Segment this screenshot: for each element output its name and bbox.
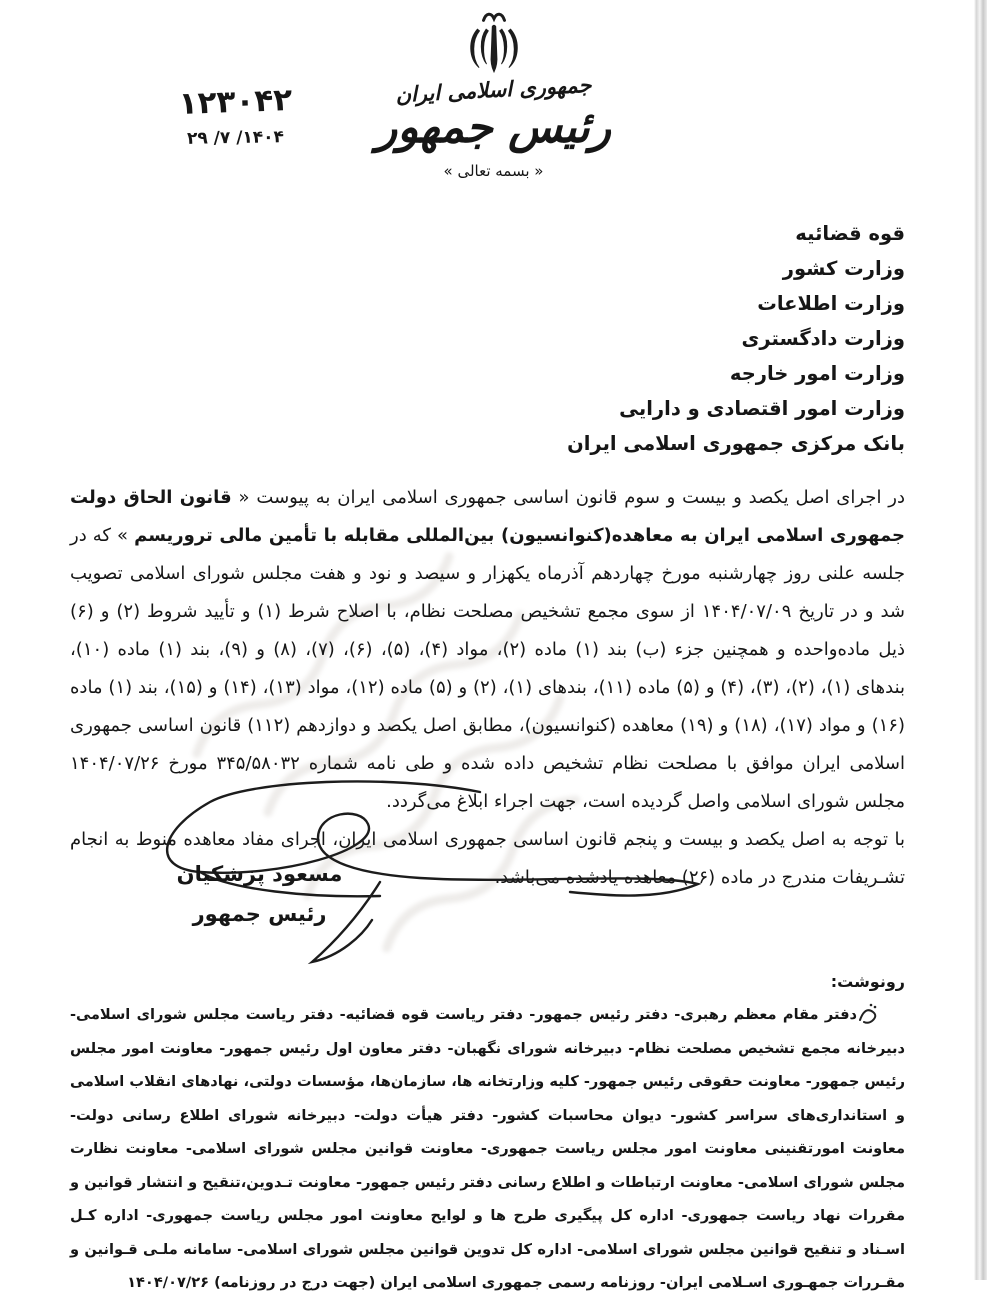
- body-paragraph-1: [70, 479, 905, 821]
- recipient-line: وزارت اطلاعات: [757, 292, 905, 315]
- recipient-line: وزارت امور خارجه: [729, 362, 905, 385]
- body-text-segment: » که در جلسه علنی روز چهارشنبه مورخ چهاردهم آذرماه یکهزار و سیصد و نود و هفت مجلس شورای اسلامی تصویب شد و در تاریخ ۱۴۰۴/۰۷/۰۹ از سوی مجمع تشخیص مصلحت نظام، با اصلاح شرط (۱) و تأیید شروط (۲) و (۶) ذیل ماده‌واحده و همچنین جزء (ب) بند (۱) ماده (۲)، مواد (۴)، (۵)، (۶)، (۷)، (۸) و (۹)، بند (۱) ماده (۱۰)، بندهای (۱)، (۲)، (۳)، (۴) و (۵) ماده (۱۱)، بندهای (۱)، (۲) و (۵) ماده (۱۲)، مواد (۱۳)، (۱۴) و (۱۵)، بند (۱) ماده (۱۶) و مواد (۱۷)، (۱۸) و (۱۹) معاهده (کنوانسیون)، مطابق اصل یکصد و دوازدهم (۱۱۲) قانون اساسی جمهوری اسلامی ایران موافق با مصلحت نظام تشخیص داده شده و طی نامه شماره ۳۴۵/۵۸۰۳۲ مورخ ۱۴۰۴/۰۷/۲۶ مجلس شورای اسلامی واصل گردیده است، جهت اجراء ابلاغ می‌گردد.: [70, 525, 906, 812]
- besmeleh-phrase: « بسمه تعالی »: [443, 162, 544, 180]
- body-text-segment: در اجرای اصل یکصد و بیست و سوم قانون اساسی جمهوری اسلامی ایران به پیوست «: [231, 487, 905, 508]
- iran-emblem-icon: [459, 6, 529, 82]
- signer-title: رئیس جمهور: [192, 902, 327, 926]
- scan-edge-artifact: [974, 0, 987, 1280]
- recipient-line: وزارت دادگستری: [741, 327, 905, 350]
- letterhead-country: جمهوری اسلامی ایران: [394, 72, 593, 108]
- letterhead-office-title: رئیس جمهور: [375, 102, 612, 153]
- letter-date: ۱۴۰۴/ ۷/ ۲۹: [186, 127, 285, 149]
- recipient-line: وزارت امور اقتصادی و دارایی: [619, 397, 905, 420]
- body-paragraph-2: با توجه به اصل یکصد و بیست و پنجم قانون اساسی جمهوری اسلامی ایران، اجرای مفاد معاهده منوط به انجام تشـریفات مندرج در ماده (۲۶) معاهده یادشده می‌باشد.: [70, 829, 905, 888]
- letter-body: [70, 479, 905, 897]
- law-title-bold: قانون الحاق دولت جمهوری اسلامی ایران به معاهده(کنوانسیون) بین‌المللی مقابله با تأمین مالی تروریسم: [70, 487, 905, 546]
- recipient-line: وزارت کشور: [782, 257, 905, 280]
- cc-label: رونوشت:: [830, 972, 905, 991]
- recipient-line: بانک مرکزی جمهوری اسلامی ایران: [567, 432, 905, 455]
- signature-block: [152, 854, 367, 934]
- recipients-list: [567, 216, 905, 461]
- reference-stamp: [138, 84, 333, 148]
- recipient-line: قوه قضائیه: [795, 222, 905, 245]
- signer-name: مسعود پزشکیان: [176, 862, 343, 886]
- letter-number: ۱۲۳۰۴۲: [178, 82, 293, 122]
- cc-list: دفتر مقام معظم رهبری- دفتر رئیس جمهور- دفتر ریاست قوه قضائیه- دفتر ریاست مجلس شورای اسلامی- دبیرخانه مجمع تشخیص مصلحت نظام- دبیرخانه شورای نگهبان- دفتر معاون اول رئیس جمهور- معاونت امور مجلس رئیس جمهور- معاونت حقوقی رئیس جمهور- کلیه وزارتخانه ها، سازمان‌ها، مؤسسات دولتی، نهادهای انقلاب اسلامی و استانداری‌های سراسر کشور- دیوان محاسبات کشور- دفتر هیأت دولت- دبیرخانه شورای اطلاع رسانی دولت- معاونت امورتقنینی معاونت امور مجلس ریاست جمهوری- معاونت قوانین مجلس شورای اسلامی- معاونت نظارت مجلس شورای اسلامی- معاونت ارتباطات و اطلاع رسانی دفتر رئیس جمهور- معاونت تـدوین،تنقیح و انتشار قوانین و مقررات نهاد ریاست جمهوری- اداره کل پیگیری طرح ها و لوایح معاونت امور مجلس ریاست جمهوری- اداره کـل اسـناد و تنقیح قوانین مجلس شورای اسلامی- اداره کل تدوین قوانین مجلس شورای اسلامی- سامانه ملـی قـوانین و مقـررات جمهـوری اسـلامی ایران- روزنامه رسمی جمهوری اسلامی ایران (جهت درج در روزنامه) ۱۴۰۴/۰۷/۲۶: [70, 1006, 905, 1291]
